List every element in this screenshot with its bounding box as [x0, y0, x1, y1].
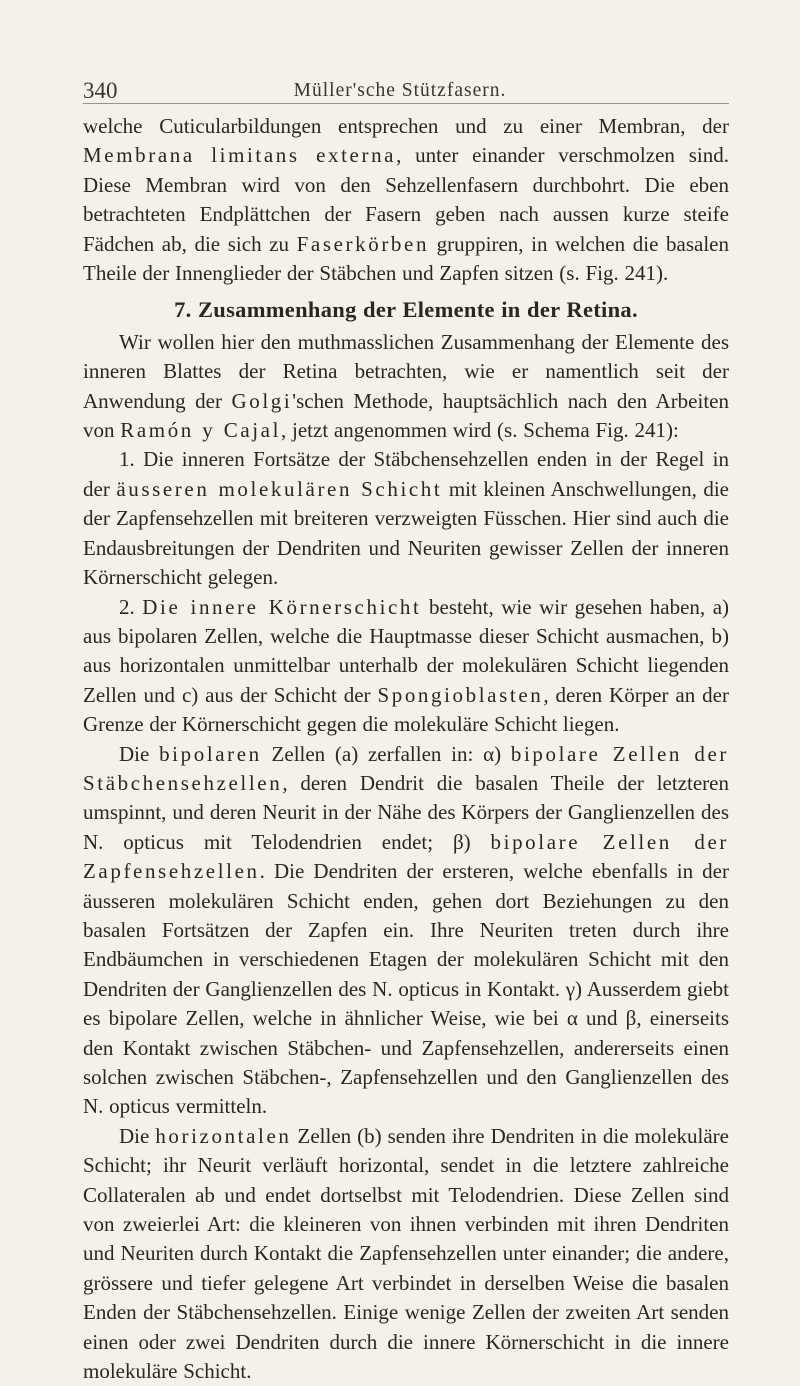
paragraph-5: Die bipolaren Zellen (a) zerfallen in: α) bipolare Zellen der Stäbchensehzellen, deren Dendrit die basalen Theile der letzteren umspinnt, und deren Neurit in der Nähe des Körpers der Ganglienzellen des N. opticus mit Telodendrien endet; β) bipolare Zellen der Zapfensehzellen. Die Dendriten der ersteren, welche ebenfalls in der äusseren molekulären Schicht enden, gehen dort Beziehungen zu den basalen Fortsätzen der Zapfen ein. Ihre Neuriten treten durch ihre Endbäumchen in verschiedenen Etagen der molekulären Schicht mit den Dendriten der Ganglienzellen des N. opticus in Kontakt. γ) Ausserdem giebt es bipolare Zellen, welche in ähnlicher Weise, wie bei α und β, einerseits den Kontakt zwischen Stäbchen- und Zapfensehzellen, andererseits einen solchen zwischen Stäbchen-, Zapfensehzellen und den Ganglienzellen des N. opticus vermitteln. — [83, 741, 729, 1119]
term-horizontalen: horizontalen — [155, 1123, 292, 1148]
paragraph-2: Wir wollen hier den muthmasslichen Zusammenhang der Elemente des inneren Blattes der Retina betrachten, wie er namentlich seit der Anwendung der Golgi'schen Methode, hauptsächlich nach den Arbeiten von Ramón y Cajal, jetzt angenommen wird (s. Schema Fig. 241): — [83, 329, 729, 443]
paragraph-3: 1. Die inneren Fortsätze der Stäbchensehzellen enden in der Regel in der äusseren molekulären Schicht mit kleinen Anschwellungen, die der Zapfensehzellen mit breiteren verzweigten Füsschen. Hier sind auch die Endausbreitungen der Dendriten und Neuriten gewisser Zellen der inneren Körnerschicht gelegen. — [83, 447, 729, 590]
section-heading: 7. Zusammenhang der Elemente in der Retina. — [174, 297, 638, 323]
name-golgi: Golgi — [231, 388, 293, 413]
running-title: Müller'sche Stützfasern. — [293, 80, 507, 101]
term-faserkoerben: Faserkörben — [296, 231, 430, 256]
term-innere-koernerschicht: Die innere Körnerschicht — [142, 594, 422, 619]
term-spongioblasten: Spongioblasten — [377, 682, 544, 707]
header-rule — [83, 103, 729, 104]
body-text — [83, 112, 729, 1386]
term-bipolaren: bipolaren — [159, 741, 262, 766]
page-header — [83, 74, 717, 104]
paragraph-6: Die horizontalen Zellen (b) senden ihre Dendriten in die molekuläre Schicht; ihr Neurit verläuft horizontal, sendet in die letztere zahlreiche Collateralen ab und endet dortselbst mit Telodendrien. Diese Zellen sind von zweierlei Art: die kleineren von ihnen verbinden mit ihren Dendriten und Neuriten durch Kontakt die Zapfensehzellen unter einander; die andere, grössere und tiefer gelegene Art verbindet in derselben Weise die basalen Enden der Stäbchensehzellen. Einige wenige Zellen der zweiten Art senden einen oder zwei Dendriten durch die innere Körnerschicht in die innere molekuläre Schicht. — [83, 1123, 729, 1384]
term-bipolare-zellen-staebchen: bipolare Zellen der Stäbchensehzellen — [83, 741, 729, 795]
term-aeussere-molekulaere-schicht: äusseren molekulären Schicht — [116, 476, 443, 501]
page-number: 340 — [83, 78, 118, 103]
paragraph-4: 2. Die innere Körnerschicht besteht, wie wir gesehen haben, a) aus bipolaren Zellen, welche die Hauptmasse dieser Schicht ausmachen, b) aus horizontalen unmittelbar unterhalb der molekulären Schicht liegenden Zellen und c) aus der Schicht der Spongioblasten, deren Körper an der Grenze der Körnerschicht gegen die molekuläre Schicht liegen. — [83, 594, 730, 737]
name-ramon-y-cajal: Ramón y Cajal — [120, 418, 282, 443]
paragraph-1: welche Cuticularbildungen entsprechen und zu einer Membran, der Membrana limitans externa, unter einander verschmolzen sind. Diese Membran wird von den Sehzellenfasern durchbohrt. Die eben betrachteten Endplättchen der Fasern geben nach aussen kurze steife Fädchen ab, die sich zu Faserkörben gruppiren, in welchen die basalen Theile der Innenglieder der Stäbchen und Zapfen sitzen (s. Fig. 241). — [83, 114, 729, 286]
term-bipolare-zellen-zapfen: bipolare Zellen der Zapfensehzellen — [83, 829, 729, 884]
term-membrana-limitans-externa: Membrana limitans externa — [83, 143, 397, 168]
